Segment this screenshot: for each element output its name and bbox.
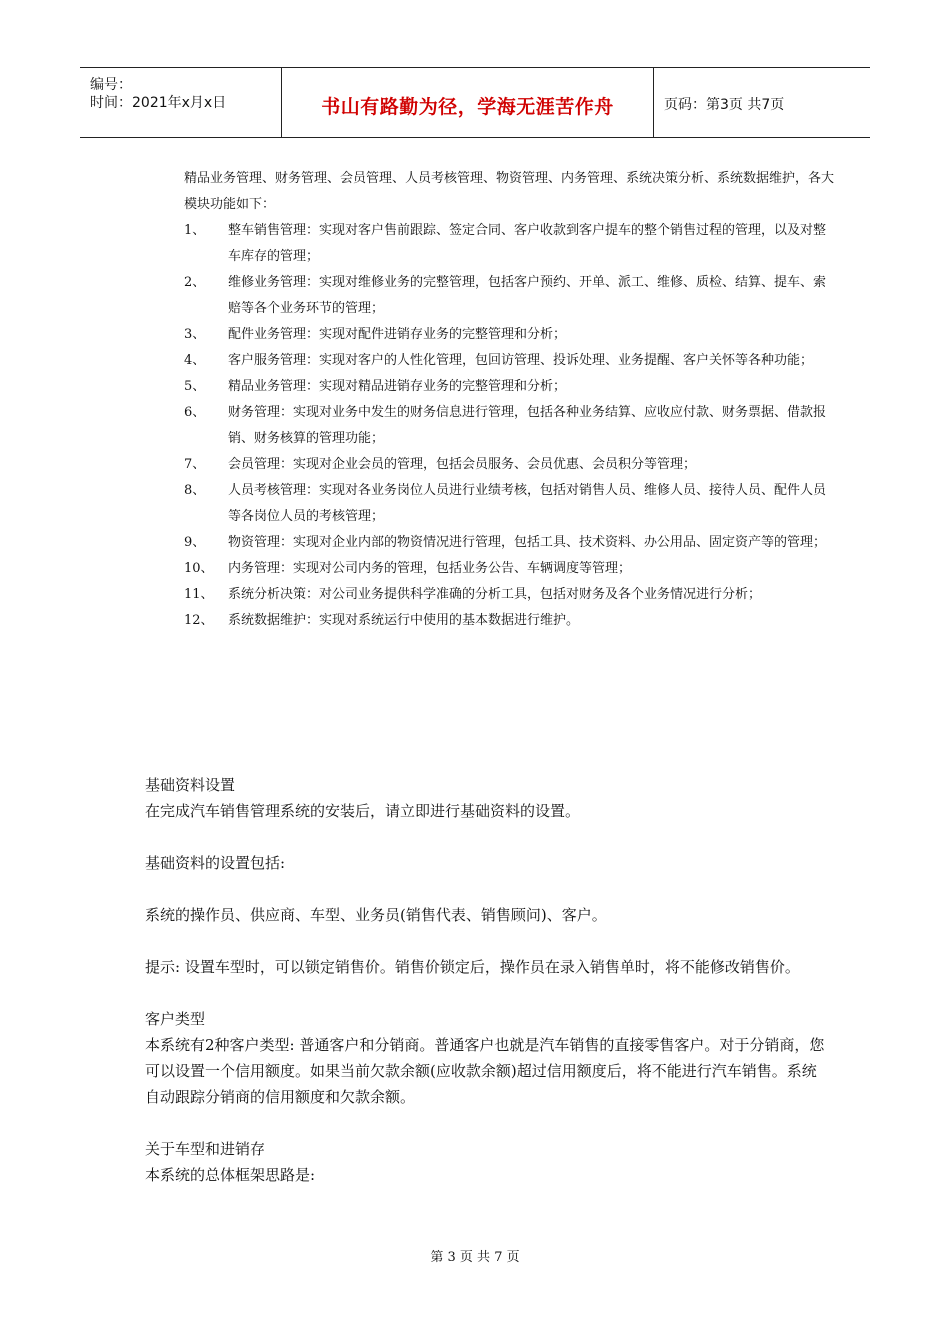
header-page-info: 页码：第3页 共7页	[664, 97, 785, 113]
paragraph: 在完成汽车销售管理系统的安装后，请立即进行基础资料的设置。	[145, 802, 581, 820]
intro-paragraph: 精品业务管理、财务管理、会员管理、人员考核管理、物资管理、内务管理、系统决策分析、系统数据维护，各大模块功能如下：	[184, 171, 835, 212]
header-meta	[80, 68, 282, 137]
list-item-text: 财务管理：实现对业务中发生的财务信息进行管理，包括各种业务结算、应收应付款、财务票据、借款报销、财务核算的管理功能；	[228, 405, 827, 446]
list-item-number: 1、	[184, 223, 206, 238]
list-item-text: 整车销售管理：实现对客户售前跟踪、签定合同、客户收款到客户提车的整个销售过程的管理，以及对整车库存的管理；	[228, 223, 827, 264]
list-item	[184, 452, 834, 478]
list-item	[184, 218, 834, 270]
module-list	[184, 218, 834, 634]
list-item-text: 内务管理：实现对公司内务的管理，包括业务公告、车辆调度等管理；	[228, 561, 632, 576]
paragraph: 本系统的总体框架思路是:	[145, 1166, 316, 1184]
list-item-number: 9、	[184, 535, 206, 550]
list-item-text: 客户服务管理：实现对客户的人性化管理，包回访管理、投诉处理、业务提醒、客户关怀等各种功能；	[228, 353, 814, 368]
list-item-number: 11、	[184, 587, 214, 602]
list-item-text: 人员考核管理：实现对各业务岗位人员进行业绩考核，包括对销售人员、维修人员、接待人员、配件人员等各岗位人员的考核管理；	[228, 483, 827, 524]
page-header	[80, 67, 870, 138]
body-section	[145, 772, 825, 1188]
list-item-text: 精品业务管理：实现对精品进销存业务的完整管理和分析；	[228, 379, 567, 394]
list-item-text: 会员管理：实现对企业会员的管理，包括会员服务、会员优惠、会员积分等管理；	[228, 457, 697, 472]
list-item	[184, 582, 834, 608]
list-item	[184, 530, 834, 556]
list-item	[184, 270, 834, 322]
list-item-number: 4、	[184, 353, 206, 368]
list-item-number: 2、	[184, 275, 206, 290]
paragraph: 本系统有2种客户类型: 普通客户和分销商。普通客户也就是汽车销售的直接零售客户。对于分销商，您可以设置一个信用额度。如果当前欠款余额(应收款余额)超过信用额度后，将不能进行汽车销售。系统自动跟踪分销商的信用额度和欠款余额。	[145, 1036, 825, 1106]
header-page-cell	[654, 68, 870, 137]
list-item-text: 维修业务管理：实现对维修业务的完整管理，包括客户预约、开单、派工、维修、质检、结算、提车、索赔等各个业务环节的管理；	[228, 275, 827, 316]
paragraph: 系统的操作员、供应商、车型、业务员(销售代表、销售顾问)、客户。	[145, 906, 607, 924]
list-item-text: 系统分析决策：对公司业务提供科学准确的分析工具，包括对财务及各个业务情况进行分析；	[228, 587, 762, 602]
section-heading: 关于车型和进销存	[145, 1140, 266, 1158]
motto-text: 书山有路勤为径，学海无涯苦作舟	[321, 96, 614, 118]
tip-paragraph: 提示: 设置车型时，可以锁定销售价。销售价锁定后，操作员在录入销售单时，将不能修改销售价。	[145, 958, 800, 976]
list-item-text: 物资管理：实现对企业内部的物资情况进行管理，包括工具、技术资料、办公用品、固定资产等的管理；	[228, 535, 827, 550]
list-item-number: 5、	[184, 379, 206, 394]
doc-number-label: 编号：	[90, 77, 132, 93]
page-footer: 第 3 页 共 7 页	[430, 1250, 520, 1265]
list-item	[184, 348, 834, 374]
doc-time-label: 时间：2021年x月x日	[90, 95, 227, 111]
section-heading: 客户类型	[145, 1010, 206, 1028]
paragraph: 基础资料的设置包括:	[145, 854, 286, 872]
list-item-number: 6、	[184, 405, 206, 420]
header-motto-cell	[282, 68, 654, 137]
list-item	[184, 556, 834, 582]
list-item	[184, 322, 834, 348]
list-item	[184, 400, 834, 452]
list-item	[184, 608, 834, 634]
list-item-number: 3、	[184, 327, 206, 342]
list-item	[184, 374, 834, 400]
list-item	[184, 478, 834, 530]
section-heading: 基础资料设置	[145, 776, 236, 794]
list-item-number: 8、	[184, 483, 206, 498]
list-item-number: 7、	[184, 457, 206, 472]
list-item-number: 12、	[184, 613, 214, 628]
list-item-text: 系统数据维护：实现对系统运行中使用的基本数据进行维护。	[228, 613, 580, 628]
list-item-number: 10、	[184, 561, 214, 576]
list-item-text: 配件业务管理：实现对配件进销存业务的完整管理和分析；	[228, 327, 567, 342]
